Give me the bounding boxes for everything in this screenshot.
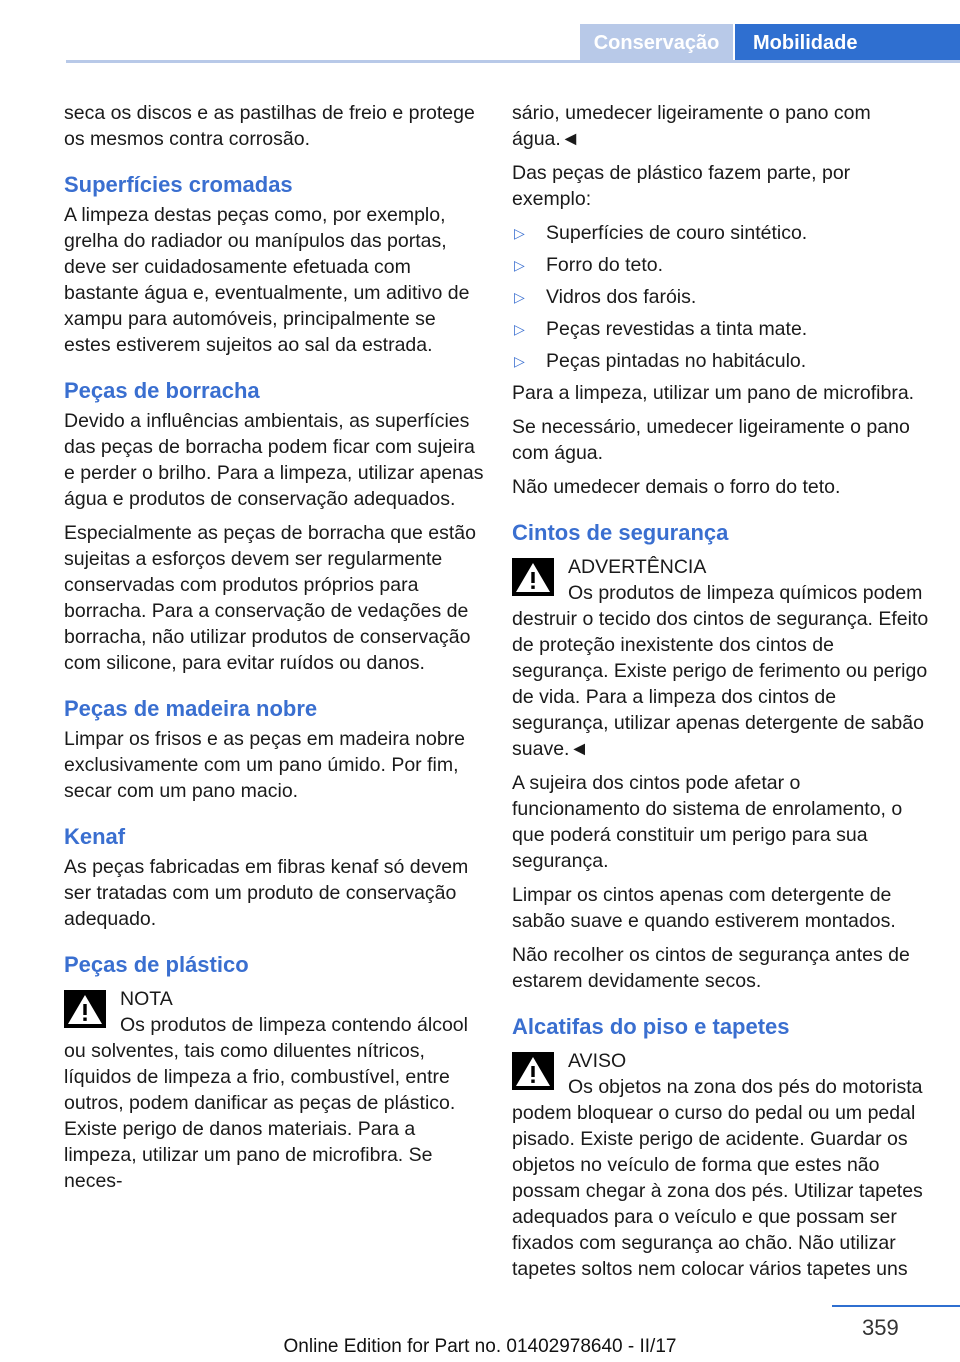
page-header [0, 0, 960, 62]
warning-text: Os produtos de limpeza químicos podem destruir o tecido dos cintos de segurança. Efeito de proteção inexistente dos cintos de segurança. Existe perigo de ferimento ou perigo de vida. Para a limpeza dos cintos de segurança, utilizar apenas detergente de sabão suave.◄ [512, 582, 929, 760]
caution-title: AVISO [568, 1050, 627, 1072]
paragraph: Se necessário, umedecer ligeiramente o pano com água. [512, 416, 910, 464]
list-item: ▷ Superfícies de couro sintético. [514, 222, 808, 244]
list-item: ▷ Forro do teto. [514, 254, 664, 276]
paragraph: Limpar os cintos apenas com detergente de sabão suave e quando estiverem montados. [512, 884, 896, 932]
warning-box [512, 554, 932, 762]
section-title-pecas-de-plastico: Peças de plástico [64, 952, 249, 977]
left-column [64, 100, 484, 1202]
section-title-pecas-de-borracha: Peças de borracha [64, 378, 260, 403]
paragraph: Para a limpeza, utilizar um pano de microfibra. [512, 382, 915, 404]
paragraph: Limpar os frisos e as peças em madeira nobre exclusivamente com um pano úmido. Por fim, secar com um pano macio. [64, 728, 466, 802]
tab-mobilidade[interactable]: Mobilidade [735, 24, 960, 62]
paragraph: A sujeira dos cintos pode afetar o funcionamento do sistema de enrolamento, o que poderá constituir um perigo para sua segurança. [512, 772, 903, 872]
paragraph: Não recolher os cintos de segurança antes de estarem devidamente secos. [512, 944, 910, 992]
section-title-alcatifas: Alcatifas do piso e tapetes [512, 1014, 790, 1039]
paragraph: Não umedecer demais o forro do teto. [512, 476, 841, 498]
paragraph: As peças fabricadas em fibras kenaf só devem ser tratadas com um produto de conservação adequado. [64, 856, 469, 930]
section-title-kenaf: Kenaf [64, 824, 126, 849]
bullet-triangle-icon: ▷ [514, 353, 525, 369]
section-title-pecas-de-madeira: Peças de madeira nobre [64, 696, 318, 721]
section-title-superficies-cromadas: Superfícies cromadas [64, 172, 293, 197]
paragraph: Devido a influências ambientais, as superfícies das peças de borracha podem ficar com sujeira e perder o brilho. Para a limpeza, utilizar apenas água e produtos de conservação adequados. [64, 410, 484, 510]
list-item: ▷ Peças revestidas a tinta mate. [514, 318, 808, 340]
header-divider [66, 60, 960, 63]
list-item: ▷ Peças pintadas no habitáculo. [514, 350, 807, 372]
warning-triangle-icon [512, 558, 554, 596]
paragraph: Especialmente as peças de borracha que estão sujeitas a esforços devem ser regularmente conservadas com produtos próprios para borracha. Para a conservação de vedações de borracha, não utilizar produtos de conservação com silicone, para evitar ruídos ou danos. [64, 522, 476, 674]
warning-triangle-icon [512, 1052, 554, 1090]
notice-text: Os produtos de limpeza contendo álcool ou solventes, tais como diluentes nítricos, líquidos de limpeza a frio, combustível, entre outros, podem danificar as peças de plástico. Existe perigo de danos materiais. Para a limpeza, utilizar um pano de microfibra. Se neces- [64, 1014, 468, 1192]
right-column [512, 100, 932, 1290]
warning-triangle-icon [64, 990, 106, 1028]
bullet-triangle-icon: ▷ [514, 321, 525, 337]
footer-divider [832, 1305, 960, 1307]
continued-paragraph: sário, umedecer ligeiramente o pano com água.◄ [512, 102, 871, 150]
bullet-triangle-icon: ▷ [514, 225, 525, 241]
page-number: 359 [862, 1315, 899, 1340]
warning-title: ADVERTÊNCIA [568, 556, 707, 578]
section-title-cintos: Cintos de segurança [512, 520, 729, 545]
intro-paragraph: seca os discos e as pastilhas de freio e protege os mesmos contra corrosão. [64, 102, 475, 150]
edition-footer: Online Edition for Part no. 01402978640 - II/17 [283, 1336, 677, 1357]
bullet-triangle-icon: ▷ [514, 257, 525, 273]
list-intro: Das peças de plástico fazem parte, por exemplo: [512, 162, 851, 210]
notice-title: NOTA [120, 988, 173, 1010]
paragraph: A limpeza destas peças como, por exemplo, grelha do radiador ou manípulos das portas, deve ser cuidadosamente efetuada com bastante água e, eventualmente, um aditivo de xampu para automóveis, principalmente se estes estiverem sujeitos ao sal da estrada. [64, 204, 470, 356]
caution-box [512, 1048, 932, 1282]
list-item: ▷ Vidros dos faróis. [514, 286, 697, 308]
bullet-triangle-icon: ▷ [514, 289, 525, 305]
caution-text: Os objetos na zona dos pés do motorista podem bloquear o curso do pedal ou um pedal pisado. Existe perigo de acidente. Guardar os objetos no veículo de forma que estes não possam chegar à zona dos pés. Utilizar tapetes adequados para o veículo e que possam ser fixados com segurança ao chão. Não utilizar tapetes soltos nem colocar vários tapetes uns [512, 1076, 923, 1280]
plastic-parts-list [512, 220, 932, 374]
tab-conservacao[interactable]: Conservação [580, 24, 733, 62]
notice-box [64, 986, 484, 1194]
